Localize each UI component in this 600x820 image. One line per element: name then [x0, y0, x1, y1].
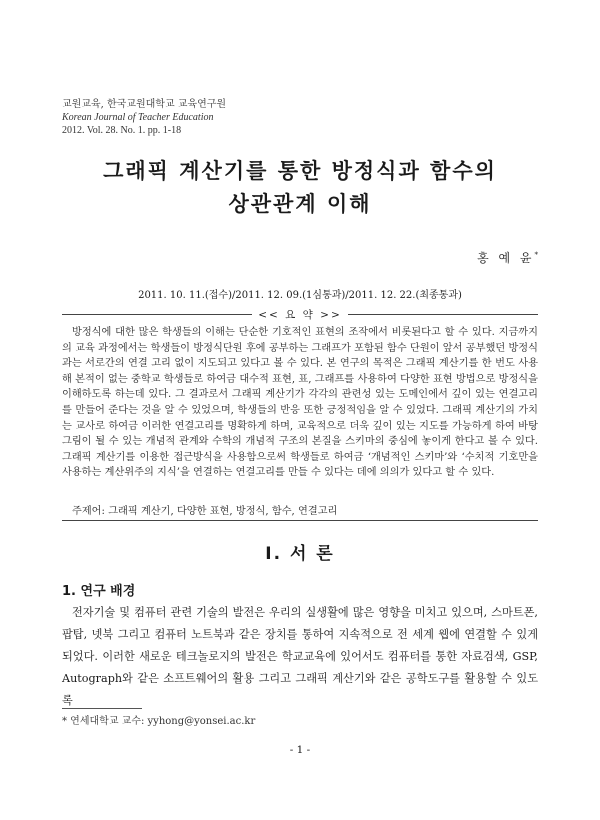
journal-name-korean: 교원교육, 한국교원대학교 교육연구원	[62, 99, 227, 110]
keywords: 주제어: 그래픽 계산기, 다양한 표현, 방정식, 함수, 연결고리	[72, 506, 338, 517]
paper-title-line-1: 그래픽 계산기를 통한 방정식과 함수의	[103, 159, 497, 183]
journal-name-english: Korean Journal of Teacher Education	[62, 112, 214, 123]
paper-title-line-2: 상관관계 이해	[228, 192, 372, 216]
abstract	[62, 325, 538, 481]
summary-header	[62, 307, 538, 321]
body-text	[62, 602, 538, 712]
abstract-text: 방정식에 대한 많은 학생들의 이해는 단순한 기호적인 표현의 조작에서 비롯된다고 할 수 있다. 지금까지의 교육 과정에서는 학생들이 방정식단원 후에 공부하는 그래프가 포함된 함수 단원이 앞서 공부했던 방정식과는 서로간의 연결 고리 없이 지도되고 있다고 볼 수 있다. 본 연구의 목적은 그래픽 계산기를 한 번도 사용해 본적이 없는 중학교 학생들로 하여금 대수적 표현, 표, 그래프를 사용하여 다양한 표현 방법으로 방정식을 이해하도록 하는데 있다. 그 결과로서 그래픽 계산기가 각각의 관련성 있는 도메인에서 깊이 있는 연결고리를 만들어 준다는 것을 알 수 있었으며, 학생들의 반응 또한 긍정적임을 알 수 있었다. 그래픽 계산기의 가치는 교사로 하여금 이러한 연결고리를 명확하게 하며, 교육적으로 더욱 깊이 있는 지도를 가능하게 하여 바탕 그림이 될 수 있는 개념적 관계와 수학의 개념적 구조의 본질을 스키마의 중심에 놓이게 한다고 볼 수 있다. 그래픽 계산기를 이용한 접근방식을 사용함으로써 학생들로 하여금 ‘개념적인 스키마’와 ‘수치적 기호만을 사용하는 계산위주의 지식’을 연결하는 연결고리를 만들 수 있다는 데에 의의가 있다고 할 수 있다.	[62, 327, 538, 479]
journal-volume-info: 2012. Vol. 28. No. 1. pp. 1-18	[62, 125, 182, 136]
keywords-rule	[62, 520, 538, 521]
footnote: * 연세대학교 교수: yyhong@yonsei.ac.kr	[62, 716, 256, 727]
body-paragraph: 전자기술 및 컴퓨터 관련 기술의 발전은 우리의 실생활에 많은 영향을 미치고 있으며, 스마트폰, 팝탑, 넷북 그리고 컴퓨터 노트북과 같은 장치를 통하여 지속적으로 전 세계 웹에 연결할 수 있게 되었다. 이러한 새로운 테크놀로지의 발전은 학교교육에 있어서도 컴퓨터를 통한 자료검색, GSP, Autograph와 같은 소프트웨어의 활용 그리고 그래픽 계산기와 같은 공학도구를 활용할 수 있도록	[62, 606, 538, 707]
section-heading: Ⅰ. 서 론	[265, 544, 335, 564]
submission-dates: 2011. 10. 11.(접수)/2011. 12. 09.(1심통과)/2011. 12. 22.(최종통과)	[138, 290, 462, 301]
journal-header	[62, 98, 226, 137]
footnote-rule	[62, 708, 142, 709]
author	[477, 249, 538, 266]
summary-label: << 요 약 >>	[252, 309, 348, 321]
page-number: - 1 -	[289, 744, 311, 756]
author-name: 홍 예 윤	[477, 251, 535, 265]
subsection-heading: 1. 연구 배경	[62, 584, 136, 599]
author-footnote-mark: *	[534, 251, 538, 259]
